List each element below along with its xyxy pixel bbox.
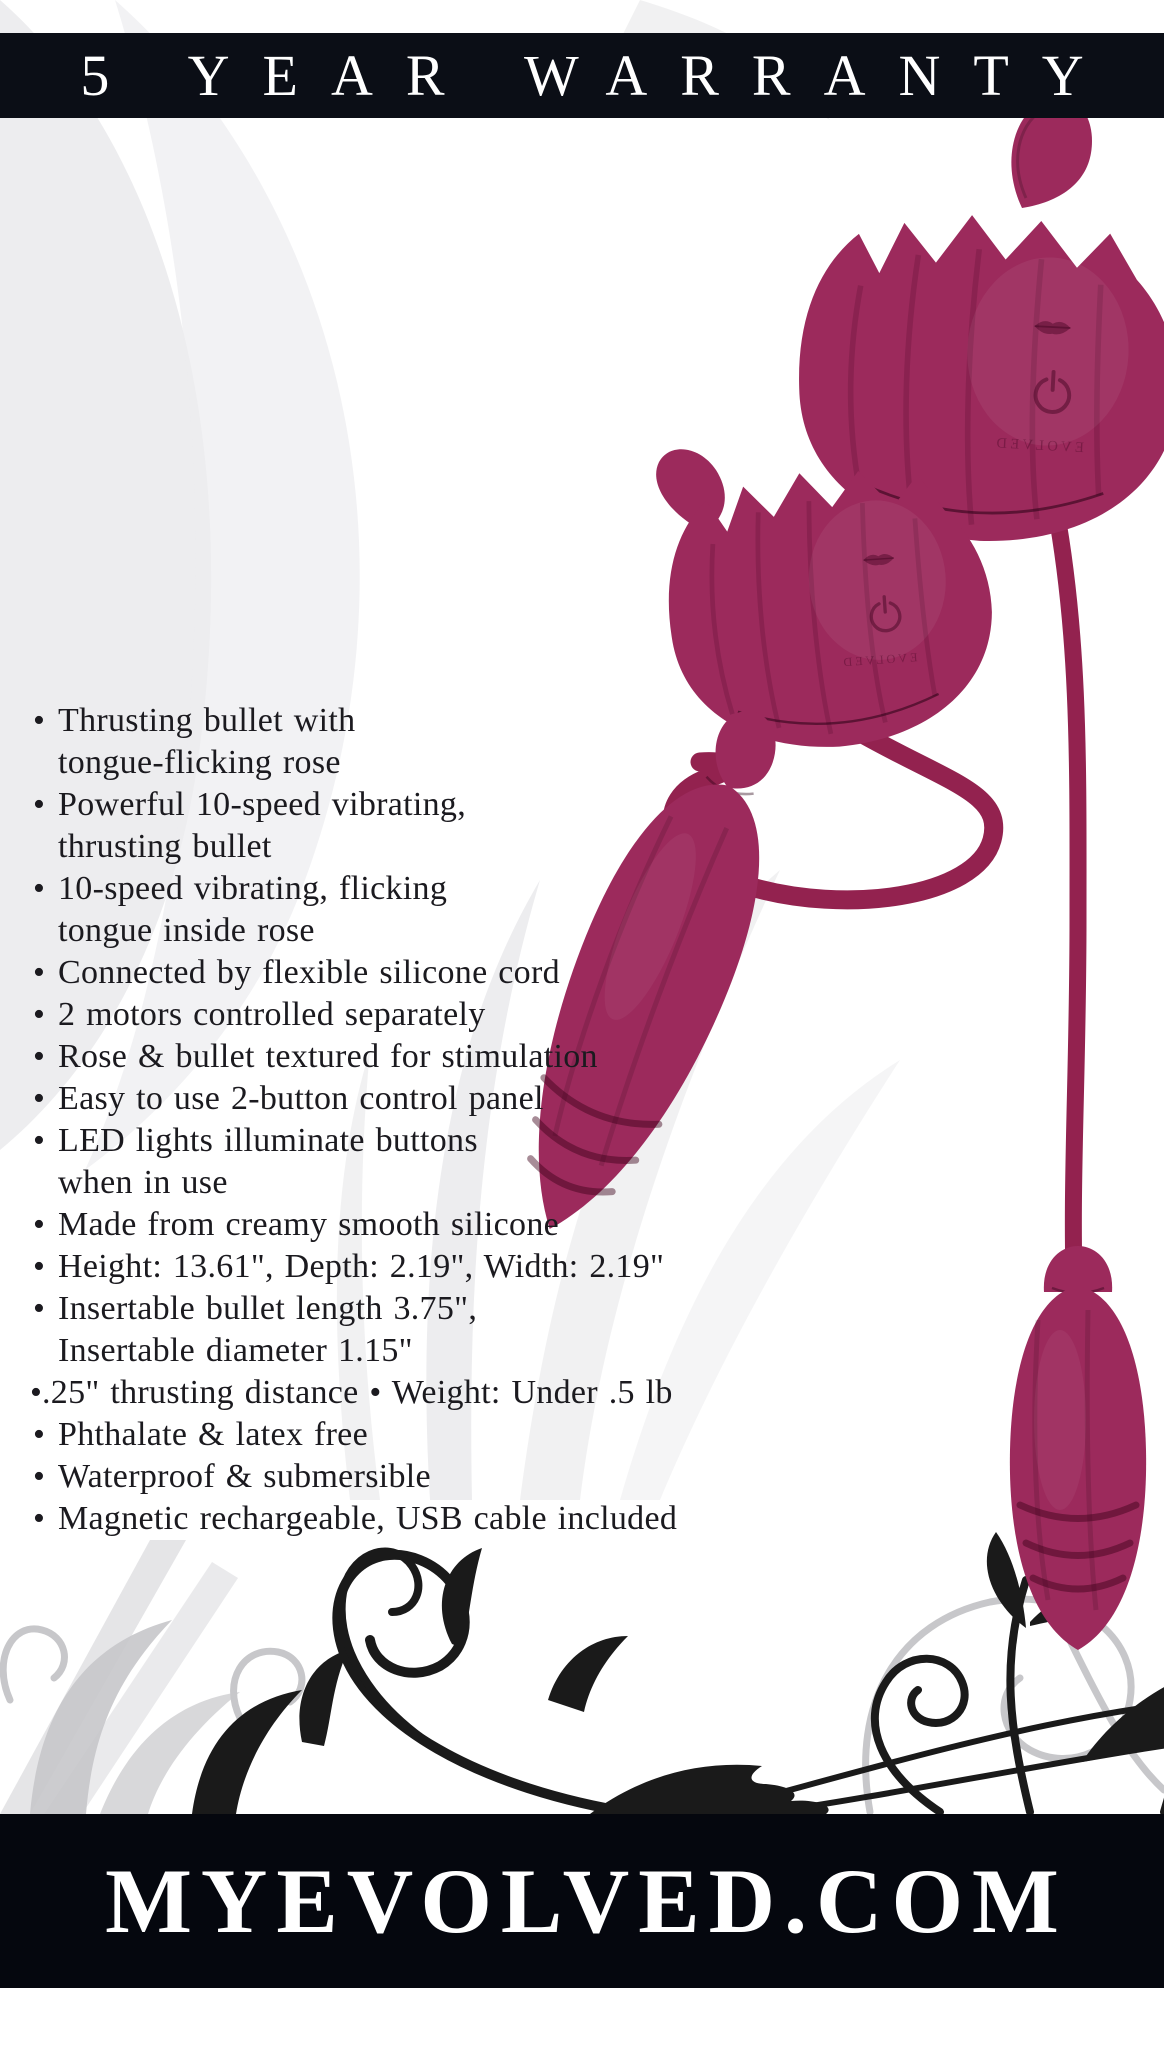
bullet-glyph: •	[33, 996, 46, 1033]
feature-text: Connected by flexible silicone cord	[58, 954, 560, 991]
feature-line	[33, 1204, 677, 1246]
feature-line	[33, 994, 677, 1036]
website-text: MYEVOLVED.COM	[105, 1850, 1068, 1952]
bullet-glyph: •	[33, 1416, 46, 1453]
feature-line	[33, 1288, 677, 1330]
feature-text: LED lights illuminate buttons	[58, 1122, 478, 1159]
feature-line	[33, 1078, 677, 1120]
feature-line	[36, 742, 677, 784]
feature-line	[33, 1120, 677, 1162]
feature-text: Made from creamy smooth silicone	[58, 1206, 560, 1243]
feature-line	[33, 1246, 677, 1288]
bullet-glyph: •	[33, 1038, 46, 1075]
feature-text: tongue-flicking rose	[58, 744, 341, 781]
feature-text: Insertable diameter 1.15"	[58, 1332, 413, 1369]
bullet-glyph: •	[33, 1290, 46, 1327]
bullet-glyph: •	[33, 1500, 46, 1537]
feature-text: 10-speed vibrating, flicking	[58, 870, 448, 907]
bullet-glyph: •	[33, 1206, 46, 1243]
feature-text: Magnetic rechargeable, USB cable included	[58, 1500, 678, 1537]
feature-line	[36, 910, 677, 952]
feature-text: Insertable bullet length 3.75",	[58, 1290, 478, 1327]
feature-text: when in use	[58, 1164, 228, 1201]
feature-text: Phthalate & latex free	[58, 1416, 368, 1453]
feature-line	[30, 1372, 677, 1414]
feature-line	[36, 1162, 677, 1204]
feature-line	[33, 868, 677, 910]
feature-line	[33, 1414, 677, 1456]
bullet-glyph: •	[33, 1080, 46, 1117]
feature-line	[33, 1036, 677, 1078]
bullet-glyph: •	[33, 954, 46, 991]
bullet-glyph: •	[33, 1122, 46, 1159]
bullet-glyph: •	[33, 702, 46, 739]
warranty-text: 5 YEAR WARRANTY	[80, 43, 1117, 108]
thrusting-bullet-right	[1010, 1246, 1146, 1650]
feature-text: tongue inside rose	[58, 912, 315, 949]
feature-text: thrusting bullet	[58, 828, 272, 865]
feature-list	[30, 700, 678, 1540]
feature-line	[33, 700, 677, 742]
feature-text: Height: 13.61", Depth: 2.19", Width: 2.19"	[58, 1248, 665, 1285]
rose-vibrator-large	[791, 97, 1164, 551]
bullet-glyph: •	[33, 1458, 46, 1495]
warranty-banner	[0, 33, 1164, 118]
feature-line	[33, 1498, 678, 1540]
feature-text: Thrusting bullet with	[58, 702, 356, 739]
feature-text: 2 motors controlled separately	[58, 996, 486, 1033]
feature-line	[33, 784, 677, 826]
bullet-glyph: •	[33, 786, 46, 823]
website-banner	[0, 1814, 1164, 1988]
feature-line	[33, 952, 677, 994]
feature-text: .25" thrusting distance • Weight: Under .5 lb	[42, 1374, 673, 1411]
feature-text: Rose & bullet textured for stimulation	[58, 1038, 598, 1075]
feature-line	[36, 826, 677, 868]
bullet-glyph: •	[33, 1248, 46, 1285]
bullet-glyph: •	[33, 870, 46, 907]
bullet-glyph: •	[30, 1374, 43, 1411]
feature-text: Powerful 10-speed vibrating,	[58, 786, 467, 823]
feature-line	[36, 1330, 677, 1372]
feature-text: Waterproof & submersible	[58, 1458, 431, 1495]
feature-line	[33, 1456, 677, 1498]
feature-text: Easy to use 2-button control panel	[58, 1080, 544, 1117]
